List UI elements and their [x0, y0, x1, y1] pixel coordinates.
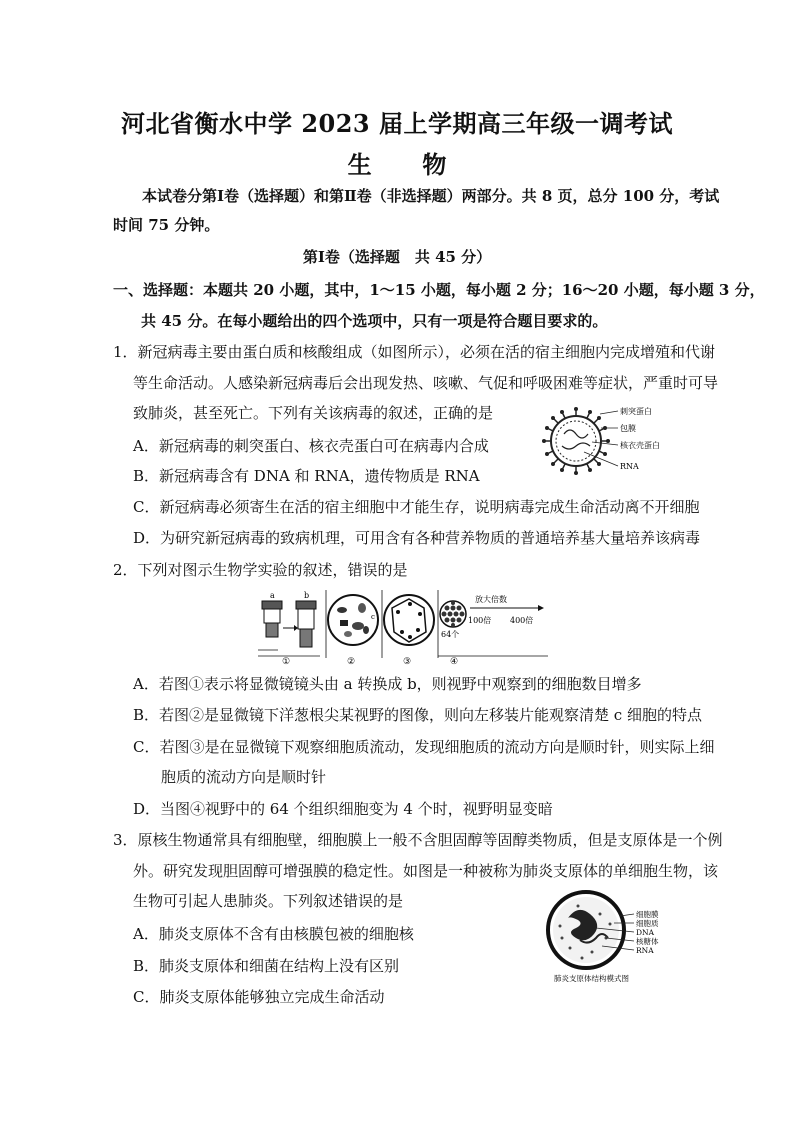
q1-option-a: A．新冠病毒的刺突蛋白、核衣壳蛋白可在病毒内合成 [133, 437, 489, 455]
cell-count-label: 64个 [441, 630, 460, 639]
panel-number-3: ③ [403, 657, 412, 665]
microscope-figure [258, 590, 548, 665]
virus-figure [540, 404, 670, 484]
panel-number-2: ② [347, 657, 356, 665]
q1-option-c: C．新冠病毒必须寄生在活的宿主细胞中才能生存，说明病毒完成生命活动离不开细胞 [133, 498, 700, 516]
label-capsid-protein: 核衣壳蛋白 [620, 441, 660, 450]
cells-field-icon [438, 590, 548, 665]
intro-line-2: 时间 75 分钟。 [113, 216, 220, 234]
section-instruction-2: 共 45 分。在每小题给出的四个选项中，只有一项是符合题目要求的。 [141, 312, 608, 330]
lens-label-a: a [270, 591, 275, 600]
q1-option-d: D．为研究新冠病毒的致病机理，可用含有各种营养物质的普通培养基大量培养该病毒 [133, 529, 701, 547]
label-envelope: 包膜 [620, 424, 636, 433]
magnification-100: 100倍 [468, 616, 492, 625]
plant-cell-icon [382, 590, 434, 665]
magnification-label: 放大倍数 [475, 595, 507, 604]
subject-title [0, 145, 794, 180]
virus-particle-icon [542, 407, 610, 475]
magnification-400: 400倍 [510, 616, 534, 625]
subject-char-1: 生 [347, 150, 372, 179]
q1-stem-3: 致肺炎，甚至死亡。下列有关该病毒的叙述，正确的是 [133, 404, 494, 422]
q3-option-c: C．肺炎支原体能够独立完成生命活动 [133, 988, 385, 1006]
mycoplasma-figure [540, 888, 680, 984]
q2-option-c-2: 胞质的流动方向是顺时针 [161, 768, 327, 786]
q3-option-a: A．肺炎支原体不含有由核膜包被的细胞核 [133, 925, 414, 943]
panel-number-1: ① [282, 657, 291, 665]
q1-stem-2: 等生命活动。人感染新冠病毒后会出现发热、咳嗽、气促和呼吸困难等症状，严重时可导 [133, 374, 719, 392]
intro-line-1: 本试卷分第Ⅰ卷（选择题）和第Ⅱ卷（非选择题）两部分。共 8 页，总分 100 分，考试 [142, 187, 720, 205]
label-dna: DNA [636, 928, 654, 937]
onion-root-view-icon [326, 590, 378, 665]
q3-stem-2: 外。研究发现胆固醇可增强膜的稳定性。如图是一种被称为肺炎支原体的单细胞生物，该 [133, 862, 719, 880]
label-ribosome: 核糖体 [636, 937, 659, 946]
q2-stem: 2．下列对图示生物学实验的叙述，错误的是 [113, 561, 408, 579]
label-spike-protein: 刺突蛋白 [620, 407, 652, 416]
q1-stem-1: 1．新冠病毒主要由蛋白质和核酸组成（如图所示），必须在活的宿主细胞内完成增殖和代谢 [113, 343, 716, 361]
section-instruction-1: 一、选择题：本题共 20 小题，其中，1～15 小题，每小题 2 分；16～20 小题，每小题 3 分， [113, 281, 765, 299]
q1-option-b: B．新冠病毒含有 DNA 和 RNA，遗传物质是 RNA [133, 467, 480, 485]
figure-caption: 肺炎支原体结构模式图 [554, 974, 629, 983]
q3-option-b: B．肺炎支原体和细菌在结构上没有区别 [133, 957, 400, 975]
exam-title: 河北省衡水中学 2023 届上学期高三年级一调考试 [120, 109, 673, 138]
section-heading: 第Ⅰ卷（选择题 共 45 分） [302, 248, 492, 266]
label-rna: RNA [636, 946, 654, 955]
label-rna: RNA [620, 462, 639, 471]
q2-option-d: D．当图④视野中的 64 个组织细胞变为 4 个时，视野明显变暗 [133, 800, 553, 818]
q3-stem-1: 3．原核生物通常具有细胞壁，细胞膜上一般不含胆固醇等固醇类物质，但是支原体是一个例 [113, 831, 723, 849]
q2-option-c-1: C．若图③是在显微镜下观察细胞质流动，发现细胞质的流动方向是顺时针，则实际上细 [133, 738, 715, 756]
q2-option-b: B．若图②是显微镜下洋葱根尖某视野的图像，则向左移装片能观察清楚 c 细胞的特点 [133, 706, 702, 724]
cell-label-c: c [371, 613, 375, 621]
objective-lens-icon [258, 591, 320, 665]
label-cell-membrane: 细胞膜 [636, 910, 659, 919]
q3-stem-3: 生物可引起人患肺炎。下列叙述错误的是 [133, 892, 404, 910]
label-cytoplasm: 细胞质 [636, 919, 659, 928]
q2-option-a: A．若图①表示将显微镜镜头由 a 转换成 b，则视野中观察到的细胞数目增多 [133, 675, 642, 693]
lens-label-b: b [304, 591, 310, 600]
subject-char-2: 物 [422, 150, 447, 179]
panel-number-4: ④ [450, 657, 459, 665]
